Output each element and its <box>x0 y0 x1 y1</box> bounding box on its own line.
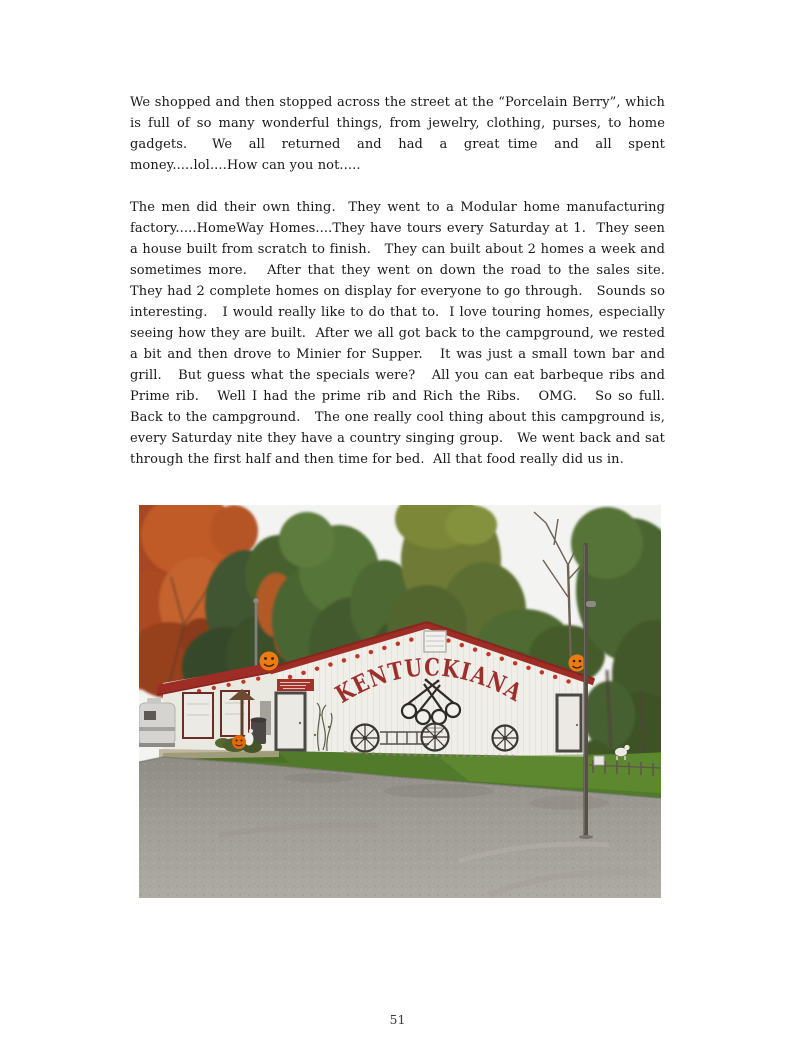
pumpkin-balloon-right <box>569 655 586 672</box>
page-number: 51 <box>389 1012 406 1027</box>
rv-camper <box>139 698 175 747</box>
info-sign <box>277 679 314 691</box>
left-door <box>276 693 305 750</box>
utility-box <box>594 756 604 765</box>
kentuckiana-arch-text: KENTUCKIANA <box>330 652 532 710</box>
pumpkin-balloon-left <box>260 652 279 671</box>
roof-vent <box>424 631 446 652</box>
campground-photo <box>139 505 661 898</box>
document-body <box>130 92 674 491</box>
paragraph-shopping: We shopped and then stopped across the street at the “Porcelain Berry”, which is full of so many wonderful things, from jewelry, clothing, purses, to home gadgets. We all returned and had a great time and all spent money.....lol....How can you not..... <box>130 95 670 173</box>
right-door <box>557 695 581 751</box>
paragraph-men-tour: The men did their own thing. They went to a Modular home manufacturing factory.....HomeWay Homes....They have tours every Saturday at 1. They seen a house built from scratch to finish. They can built about 2 homes a week and sometimes more. After that they went on down the road to the sales site. They had 2 complete homes on display for everyone to go through. Sounds so interesting. I would really like to do that to. I love touring homes, especially seeing how they are built. After we all got back to the campground, we rested a bit and then drove to Minier for Supper. It was just a small town bar and grill. But guess what the specials were? All you can eat barbeque ribs and Prime rib. Well I had the prime rib and Rich the Ribs. OMG. So so full. Back to the campground. The one really cool thing about this campground is, every Saturday nite they have a country singing group. We went back and sat through the first half and then time for bed. All that food really did us in. <box>130 200 674 467</box>
ground-pumpkin <box>232 735 246 749</box>
